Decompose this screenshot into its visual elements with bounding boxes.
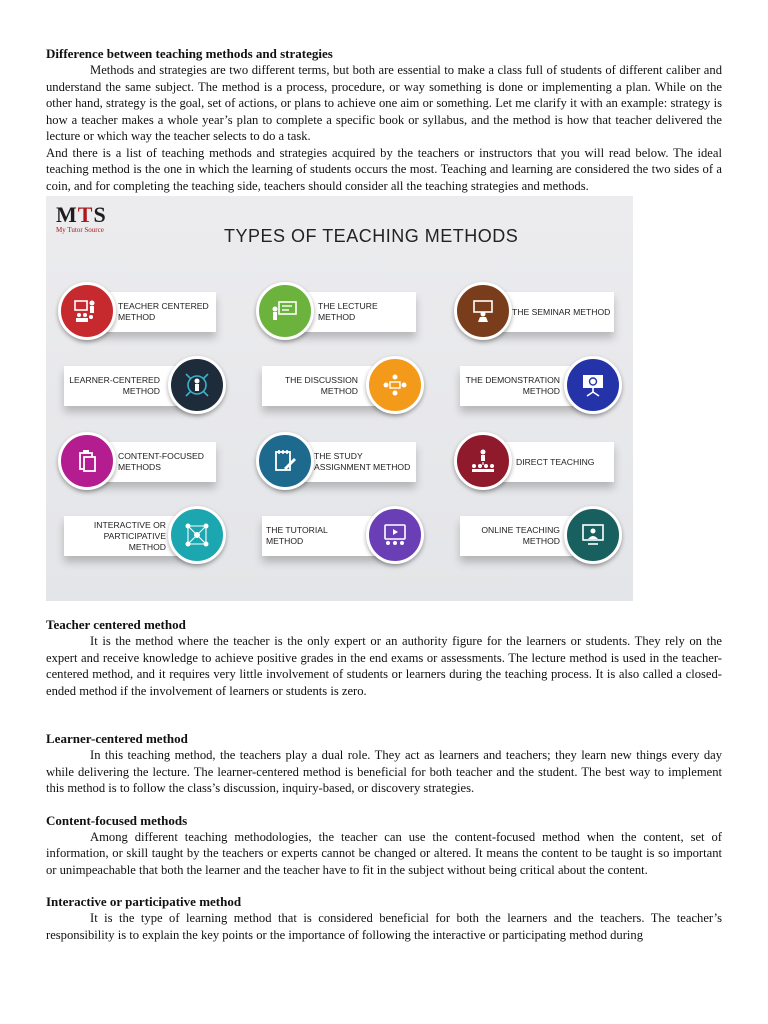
- section-heading-interactive: Interactive or participative method: [46, 894, 242, 909]
- method-card: TEACHER CENTERED METHOD: [78, 292, 216, 332]
- intro-paragraph-1: Methods and strategies are two different terms, but both are essential to make a class full of students of different caliber and understand the same subject. The method is a process, procedure, or way something is done or implementing a plan. While on the other hand, strategy is the goal, set of actions, or plans to achieve one aim or something. Let me clarify it with an example: strategy is how a teacher makes a whole year’s plan to complete a specific book or syllabus, and the method is how that teacher delivered the lecture or which way the teacher selects to do a task.: [46, 63, 722, 143]
- method-card: THE LECTURE METHOD: [278, 292, 416, 332]
- section-text-content-focused: Among different teaching methodologies, the teacher can use the content-focused method when the content, set of information, or skill taught by the teachers or experts cannot be changed or altered. It means the content to be taught is so important or unimpeachable that both the learner and the teacher have to fit in the subject without being critical about the content.: [46, 829, 722, 877]
- document-page: [46, 46, 722, 943]
- teacher-class-icon: [58, 282, 116, 340]
- section-text-teacher-centered: It is the method where the teacher is the only expert or an authority figure for the learners or students. They rely on the expert and receive knowledge to achieve positive grades in the end exams or assessments. The lecture method is used in the teacher-centered method, and it requires very little involvement of students or learners during the teaching process. It is also called a closed-ended method if the involvement of learners or students is zero.: [46, 634, 722, 698]
- notebook-pen-icon: [256, 432, 314, 490]
- online-class-icon: [564, 506, 622, 564]
- method-card: DIRECT TEACHING: [476, 442, 614, 482]
- discussion-group-icon: [366, 356, 424, 414]
- speaker-podium-icon: [454, 282, 512, 340]
- section-text-learner-centered: In this teaching method, the teachers play a dual role. They act as learners and teachers; they learn new things every day while delivering the lecture. The learner-centered method is beneficial for both teacher and the student. The best way to implement this method is to follow the class’s discussion, inquiry-based, or discovery strategies.: [46, 748, 722, 795]
- teaching-methods-infographic: [46, 196, 633, 601]
- section-text-interactive: It is the type of learning method that is considered beneficial for both the learners and the teachers. The teacher’s responsibility is to explain the key points or the importance of following the interactive or participating method during: [46, 911, 722, 942]
- mts-logo: MTS My Tutor Source: [56, 204, 126, 240]
- method-card: ONLINE TEACHING METHOD: [460, 516, 600, 556]
- network-people-icon: [168, 506, 226, 564]
- section-heading-teacher-centered: Teacher centered method: [46, 617, 186, 632]
- method-card: THE DEMONSTRATION METHOD: [460, 366, 600, 406]
- projector-screen-icon: [564, 356, 622, 414]
- method-card: THE STUDY ASSIGNMENT METHOD: [278, 442, 416, 482]
- method-card: THE TUTORIAL METHOD: [262, 516, 402, 556]
- teacher-students-icon: [454, 432, 512, 490]
- section-heading-content-focused: Content-focused methods: [46, 812, 188, 828]
- clipboard-icon: [58, 432, 116, 490]
- infographic-title: TYPES OF TEACHING METHODS: [224, 226, 519, 246]
- method-card: CONTENT-FOCUSED METHODS: [78, 442, 216, 482]
- section-heading-learner-centered: Learner-centered method: [46, 731, 188, 746]
- method-card: LEARNER-CENTERED METHOD: [64, 366, 204, 406]
- method-card: THE SEMINAR METHOD: [476, 292, 614, 332]
- logo-subtitle: My Tutor Source: [56, 226, 104, 234]
- method-card: INTERACTIVE OR PARTICIPATIVE METHOD: [64, 516, 204, 556]
- video-lesson-icon: [366, 506, 424, 564]
- intro-paragraph-2: And there is a list of teaching methods and strategies acquired by the teachers or instructors that you will read below. The ideal teaching method is the one in which the learning of students occurs the most. Teaching and learning are considered the two sides of a coin, and for completing the teaching side, teachers should consider all the teaching strategies and methods.: [46, 145, 722, 193]
- presentation-board-icon: [256, 282, 314, 340]
- method-card: THE DISCUSSION METHOD: [262, 366, 402, 406]
- intro-heading: Difference between teaching methods and strategies: [46, 46, 333, 61]
- learner-arrows-icon: [168, 356, 226, 414]
